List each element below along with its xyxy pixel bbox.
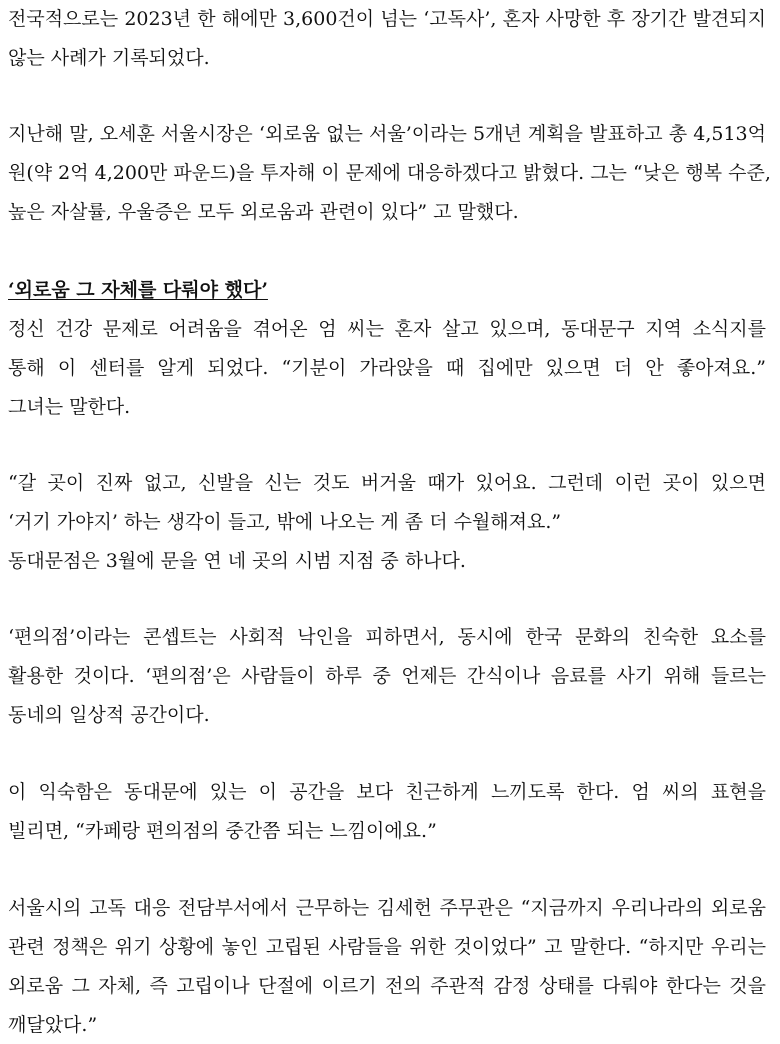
- paragraph-3-line-2: 통해 이 센터를 알게 되었다. “기분이 가라앉을 때 집에만 있으면 더 안 좋아져요.”: [8, 357, 766, 379]
- paragraph-1-line-1: 전국적으로는 2023년 한 해에만 3,600건이 넘는 ‘고독사’, 혼자 사망한 후 장기간 발견되지: [8, 8, 766, 30]
- section-heading: ‘외로움 그 자체를 다뤄야 했다’: [8, 279, 268, 301]
- paragraph-3-line-3: 그녀는 말한다.: [8, 396, 131, 418]
- paragraph-3-line-1: 정신 건강 문제로 어려움을 겪어온 엄 씨는 혼자 살고 있으며, 동대문구 지역 소식지를: [8, 318, 766, 340]
- paragraph-7-line-2: 관련 정책은 위기 상황에 놓인 고립된 사람들을 위한 것이었다” 고 말한다. “하지만 우리는: [8, 936, 766, 958]
- paragraph-7-line-1: 서울시의 고독 대응 전담부서에서 근무하는 김세헌 주무관은 “지금까지 우리나라의 외로움: [8, 897, 766, 919]
- paragraph-4-line-1: “갈 곳이 진짜 없고, 신발을 신는 것도 버거울 때가 있어요. 그런데 이런 곳이 있으면: [8, 472, 766, 494]
- paragraph-4-line-3: 동대문점은 3월에 문을 연 네 곳의 시범 지점 중 하나다.: [8, 550, 466, 572]
- paragraph-5-line-3: 동네의 일상적 공간이다.: [8, 704, 210, 726]
- paragraph-1-line-2: 않는 사례가 기록되었다.: [8, 47, 210, 69]
- paragraph-5-line-1: ‘편의점’이라는 콘셉트는 사회적 낙인을 피하면서, 동시에 한국 문화의 친숙한 요소를: [8, 626, 766, 648]
- paragraph-2-line-2: 원(약 2억 4,200만 파운드)을 투자해 이 문제에 대응하겠다고 밝혔다. 그는 “낮은 행복 수준,: [8, 162, 771, 184]
- paragraph-6-line-2: 빌리면, “카페랑 편의점의 중간쯤 되는 느낌이에요.”: [8, 820, 437, 842]
- paragraph-4-line-2: ‘거기 가야지’ 하는 생각이 들고, 밖에 나오는 게 좀 더 수월해져요.”: [8, 511, 562, 533]
- paragraph-2-line-1: 지난해 말, 오세훈 서울시장은 ‘외로움 없는 서울’이라는 5개년 계획을 발표하고 총 4,513억: [8, 123, 766, 145]
- paragraph-2-line-3: 높은 자살률, 우울증은 모두 외로움과 관련이 있다” 고 말했다.: [8, 201, 519, 223]
- paragraph-6-line-1: 이 익숙함은 동대문에 있는 이 공간을 보다 친근하게 느끼도록 한다. 엄 씨의 표현을: [8, 781, 766, 803]
- paragraph-7-line-3: 외로움 그 자체, 즉 고립이나 단절에 이르기 전의 주관적 감정 상태를 다뤄야 한다는 것을: [8, 975, 766, 997]
- paragraph-5-line-2: 활용한 것이다. ‘편의점’은 사람들이 하루 중 언제든 간식이나 음료를 사기 위해 들르는: [8, 665, 766, 687]
- paragraph-7-line-4: 깨달았다.”: [8, 1014, 98, 1036]
